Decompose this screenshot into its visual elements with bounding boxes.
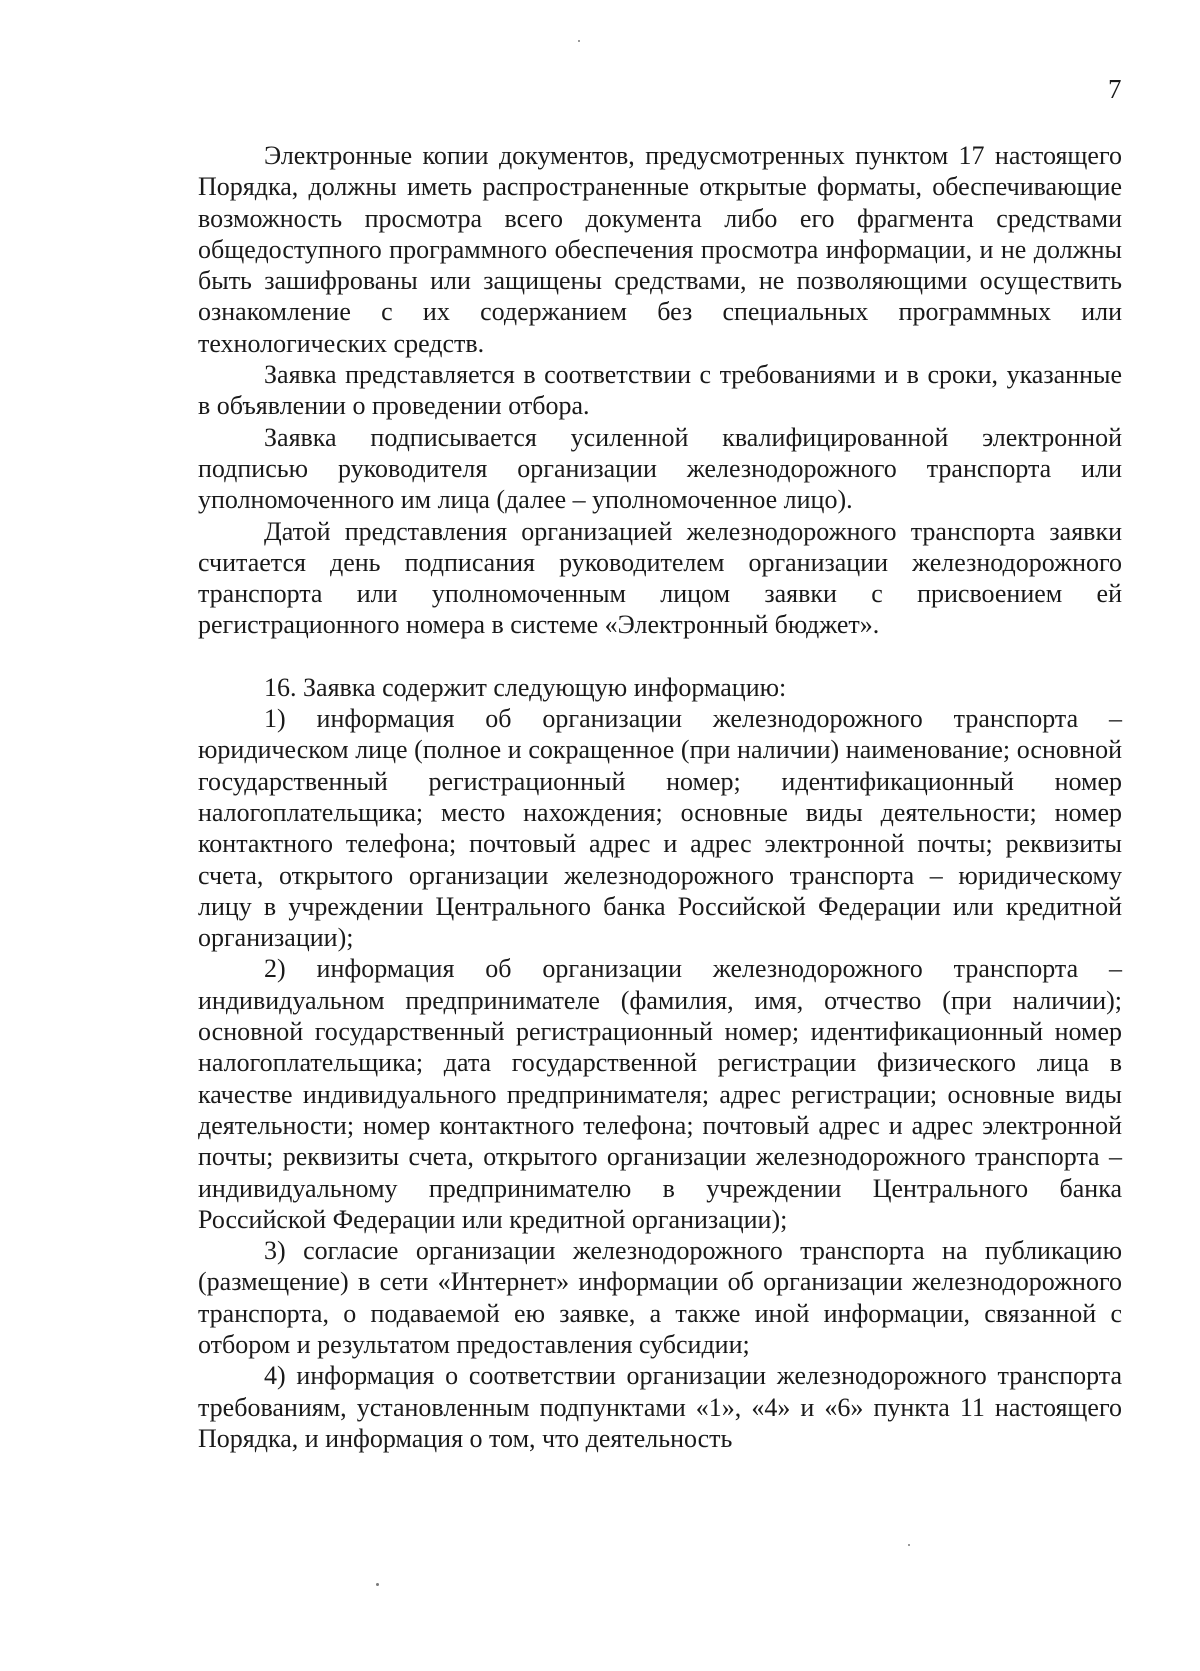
scan-speck [908,1544,910,1546]
document-body [198,140,1122,1454]
list-item-2-entrepreneur: 2) информация об организации железнодорожного транспорта – индивидуальном предпринимателе (фамилия, имя, отчество (при наличии); основной государственный регистрационный номер; идентификационный номер налогоплательщика; дата государственной регистрации физического лица в качестве индивидуального предпринимателя; адрес регистрации; основные виды деятельности; номер контактного телефона; почтовый адрес и адрес электронной почты; реквизиты счета, открытого организации железнодорожного транспорта – индивидуальному предпринимателю в учреждении Центрального банка Российской Федерации или кредитной организации); [198,954,1122,1234]
paragraph-electronic-copies: Электронные копии документов, предусмотренных пунктом 17 настоящего Порядка, должны иметь распространенные открытые форматы, обеспечивающие возможность просмотра всего документа либо его фрагмента средствами общедоступного программного обеспечения просмотра информации, и не должны быть зашифрованы или защищены средствами, не позволяющими осуществить ознакомление с их содержанием без специальных программных или технологических средств. [198,141,1122,358]
list-item-1-legal-entity: 1) информация об организации железнодорожного транспорта – юридическом лице (полное и сокращенное (при наличии) наименование; основной государственный регистрационный номер; идентификационный номер налогоплательщика; место нахождения; основные виды деятельности; номер контактного телефона; почтовый адрес и адрес электронной почты; реквизиты счета, открытого организации железнодорожного транспорта – юридическому лицу в учреждении Центрального банка Российской Федерации или кредитной организации); [198,704,1122,953]
list-item-3-publication-consent: 3) согласие организации железнодорожного транспорта на публикацию (размещение) в сети «Интернет» информации об организации железнодорожного транспорта, о подаваемой ею заявке, а также иной информации, связанной с отбором и результатом предоставления субсидии; [198,1236,1122,1359]
paragraph-application-signature: Заявка подписывается усиленной квалифицированной электронной подписью руководителя организации железнодорожного транспорта или уполномоченного им лица (далее – уполномоченное лицо). [198,422,1122,515]
page-number: 7 [1108,74,1122,104]
list-item-4-compliance: 4) информация о соответствии организации железнодорожного транспорта требованиям, установленным подпунктами «1», «4» и «6» пункта 11 настоящего Порядка, и информация о том, что деятельность [198,1361,1122,1453]
paragraph-application-submission: Заявка представляется в соответствии с требованиями и в сроки, указанные в объявлении о проведении отбора. [198,360,1122,421]
scan-speck [376,1583,379,1586]
paragraph-gap [198,641,1122,672]
paragraph-submission-date: Датой представления организацией железнодорожного транспорта заявки считается день подписания руководителем организации железнодорожного транспорта или уполномоченным лицом заявки с присвоением ей регистрационного номера в системе «Электронный бюджет». [198,516,1122,640]
clause-16-heading: 16. Заявка содержит следующую информацию: [264,672,787,702]
scan-speck [578,40,580,42]
